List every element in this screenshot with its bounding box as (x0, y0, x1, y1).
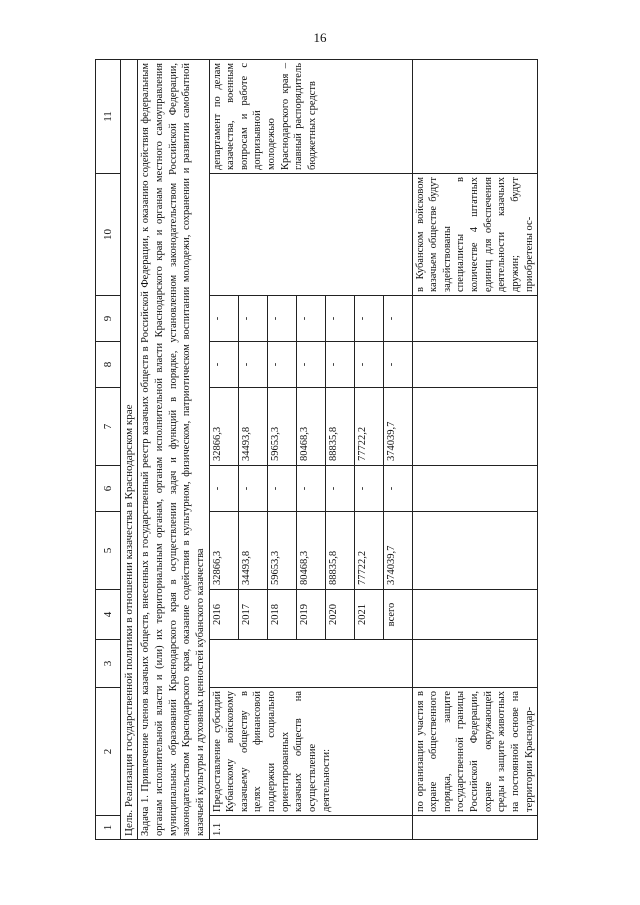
federal-cell: - (267, 466, 296, 512)
empty-cell (412, 816, 538, 840)
empty-cell (412, 60, 538, 174)
page-number: 16 (313, 30, 327, 45)
table-row (412, 60, 538, 840)
header-cell: 8 (96, 342, 121, 388)
empty-cell (412, 342, 538, 388)
federal-cell: - (238, 466, 267, 512)
local-cell: - (209, 342, 238, 388)
item-title: Предоставление субсидий Кубанскому войсковому казачьему обществу в целях финансовой поддержки социально ориентированных казачьих обществ на осуществление деятельности: (209, 688, 412, 816)
local-cell: - (354, 342, 383, 388)
task-text: Задача 1. Привлечение членов казачьих обществ, внесенных в государственный реестр казачьих обществ в Российской Федерации, к оказанию содействия федеральным органам исполнительной власти и (или) их территориальным органам, органам исполнительной власти Краснодарского края и органам местного самоуправления муниципальных образований Краснодарского края в осуществлении задач и функций в порядке, установленном законодательством Российской Федерации, законодательством Краснодарского края, оказание содействия в культурном, физическом, патриотическом воспитании молодежи, сохранении и развитии самобытной казачьей культуры и духовных ценностей кубанского казачества (138, 60, 209, 840)
regional-cell: 59653,3 (267, 388, 296, 466)
goal-text: Цель. Реализация государственной политики в отношении казачества в Краснодарском крае (121, 60, 138, 840)
column-number-row (96, 60, 121, 840)
local-cell: - (383, 342, 412, 388)
header-cell: 9 (96, 296, 121, 342)
federal-cell: - (296, 466, 325, 512)
year-cell: 2016 (209, 590, 238, 640)
header-cell: 6 (96, 466, 121, 512)
total-cell: 88835,8 (325, 512, 354, 590)
sub-result: в Кубанском войсковом казачьем обществе будут задействованы специалисты в количестве 4 штатных единиц для обеспечения деятельности казачьих дружин; будут приобретены ос- (412, 174, 538, 296)
program-table (95, 59, 538, 840)
year-cell: 2017 (238, 590, 267, 640)
total-cell: 32866,3 (209, 512, 238, 590)
header-cell: 4 (96, 590, 121, 640)
offbudget-cell: - (383, 296, 412, 342)
total-cell: 59653,3 (267, 512, 296, 590)
header-cell: 5 (96, 512, 121, 590)
federal-cell: - (325, 466, 354, 512)
rotated-table-area (95, 60, 615, 840)
offbudget-cell: - (238, 296, 267, 342)
year-cell: 2021 (354, 590, 383, 640)
empty-cell (412, 640, 538, 688)
offbudget-cell: - (354, 296, 383, 342)
year-cell: 2020 (325, 590, 354, 640)
empty-cell (412, 296, 538, 342)
goal-row (121, 60, 138, 840)
offbudget-cell: - (296, 296, 325, 342)
offbudget-cell: - (267, 296, 296, 342)
empty-cell (209, 640, 412, 688)
regional-cell: 80468,3 (296, 388, 325, 466)
local-cell: - (296, 342, 325, 388)
regional-cell: 32866,3 (209, 388, 238, 466)
empty-cell (412, 512, 538, 590)
empty-cell (412, 466, 538, 512)
total-cell: 77722,2 (354, 512, 383, 590)
regional-cell: 88835,8 (325, 388, 354, 466)
header-cell: 10 (96, 174, 121, 296)
offbudget-cell: - (209, 296, 238, 342)
federal-cell: - (383, 466, 412, 512)
executor-cell: департамент по делам казачества, военным вопросам и работе с допризывной молодежью Краснодарского края – главный распорядитель бюджетных средств (209, 60, 412, 174)
empty-cell (412, 590, 538, 640)
local-cell: - (325, 342, 354, 388)
empty-cell (412, 388, 538, 466)
task-row (138, 60, 209, 840)
offbudget-cell: - (325, 296, 354, 342)
local-cell: - (267, 342, 296, 388)
total-cell: 374039,7 (383, 512, 412, 590)
year-cell: 2018 (267, 590, 296, 640)
item-number: 1.1 (209, 816, 412, 840)
total-cell: 34493,8 (238, 512, 267, 590)
result-cell (209, 174, 412, 296)
header-cell: 2 (96, 688, 121, 816)
federal-cell: - (354, 466, 383, 512)
header-cell: 1 (96, 816, 121, 840)
year-cell: 2019 (296, 590, 325, 640)
local-cell: - (238, 342, 267, 388)
year-cell: всего (383, 590, 412, 640)
sub-description: по организации участия в охране общественного порядка, защите государственной границы Российской Федерации, охране окружающей среды и защите животных на постоянной основе на территории Краснодар- (412, 688, 538, 816)
regional-cell: 77722,2 (354, 388, 383, 466)
header-cell: 11 (96, 60, 121, 174)
regional-cell: 374039,7 (383, 388, 412, 466)
header-cell: 7 (96, 388, 121, 466)
regional-cell: 34493,8 (238, 388, 267, 466)
header-cell: 3 (96, 640, 121, 688)
federal-cell: - (209, 466, 238, 512)
total-cell: 80468,3 (296, 512, 325, 590)
table-row (209, 60, 238, 840)
